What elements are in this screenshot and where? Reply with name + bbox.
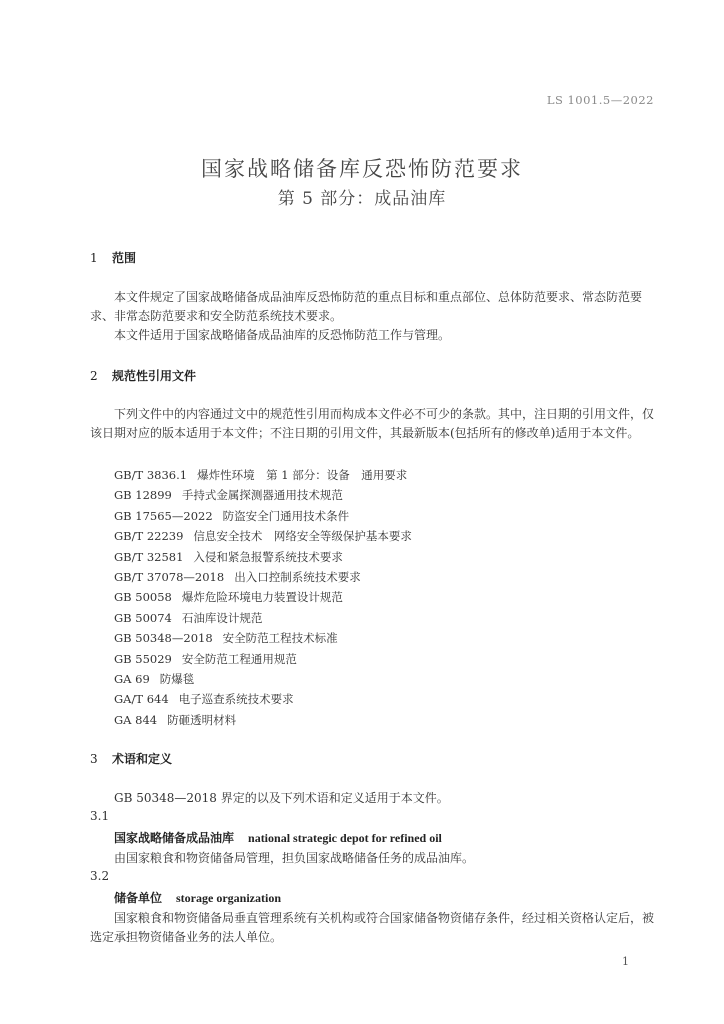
reference-item <box>114 610 262 626</box>
term-english: national strategic depot for refined oil <box>248 831 442 845</box>
reference-code: GB/T 37078—2018 <box>114 570 225 584</box>
reference-code: GA 69 <box>114 672 150 686</box>
reference-title: 出入口控制系统技术要求 <box>234 570 361 584</box>
reference-title: 电子巡查系统技术要求 <box>178 692 294 707</box>
section-title: 规范性引用文件 <box>112 369 197 383</box>
term-entry <box>114 889 281 906</box>
reference-item <box>114 691 294 707</box>
section-heading-terms <box>90 750 172 767</box>
section-number: 3 <box>90 752 98 766</box>
reference-item <box>114 712 236 728</box>
clause-number: 3.1 <box>90 809 110 823</box>
paragraph: 本文件适用于国家战略储备成品油库的反恐怖防范工作与管理。 <box>114 328 451 342</box>
section-heading-scope <box>90 249 136 266</box>
term-chinese: 国家战略储备成品油库 <box>114 831 235 845</box>
reference-title: 入侵和紧急报警系统技术要求 <box>193 549 343 564</box>
reference-title: 安全防范工程技术标准 <box>222 631 338 646</box>
paragraph: 本文件规定了国家战略储备成品油库反恐怖防范的重点目标和重点部位、总体防范要求、常态防范要求、非常态防范要求和安全防范系统技术要求。 <box>90 290 643 323</box>
reference-item <box>114 569 361 585</box>
reference-title: 手持式金属探测器通用技术规范 <box>181 488 343 503</box>
reference-code: GB/T 22239 <box>114 529 184 544</box>
reference-item <box>114 508 349 524</box>
reference-title: 防砸透明材料 <box>167 712 237 727</box>
reference-code: GB/T 3836.1 <box>114 468 188 482</box>
reference-title: 石油库设计规范 <box>181 610 263 625</box>
reference-item <box>114 528 412 544</box>
reference-title: 防盗安全门通用技术条件 <box>222 508 350 523</box>
section-heading-normative-references <box>90 367 196 384</box>
reference-code: GB 12899 <box>114 488 172 503</box>
section-number: 1 <box>90 251 98 265</box>
reference-title: 爆炸性环境 第 1 部分：设备 通用要求 <box>197 468 408 482</box>
reference-item <box>114 467 407 483</box>
document-number: LS 1001.5—2022 <box>546 93 654 107</box>
reference-code: GB 50058 <box>114 590 172 605</box>
document-subtitle: 第 5 部分：成品油库 <box>277 189 447 209</box>
section-number: 2 <box>90 369 98 383</box>
term-chinese: 储备单位 <box>114 891 163 905</box>
reference-item <box>114 671 194 687</box>
reference-code: GB 17565—2022 <box>114 508 213 523</box>
section-title: 范围 <box>112 251 137 265</box>
term-english: storage organization <box>176 891 281 905</box>
reference-item <box>114 549 343 565</box>
reference-item <box>114 630 338 646</box>
reference-item <box>114 487 343 503</box>
page-number: 1 <box>622 955 629 968</box>
reference-code: GA/T 644 <box>114 692 169 707</box>
term-definition: 国家粮食和物资储备局垂直管理系统有关机构或符合国家储备物资储存条件，经过相关资格认定后，被选定承担物资储备业务的法人单位。 <box>90 911 655 944</box>
reference-code: GA 844 <box>114 712 158 727</box>
reference-item <box>114 651 297 667</box>
reference-title: 爆炸危险环境电力装置设计规范 <box>181 590 343 605</box>
reference-title: 信息安全技术 网络安全等级保护基本要求 <box>193 529 412 544</box>
reference-code: GB 50074 <box>114 610 172 625</box>
reference-code: GB 50348—2018 <box>114 631 213 646</box>
paragraph: 下列文件中的内容通过文中的规范性引用而构成本文件必不可少的条款。其中，注日期的引用文件，仅该日期对应的版本适用于本文件；不注日期的引用文件，其最新版本(包括所有的修改单)适用于本文件。 <box>90 407 655 440</box>
term-entry <box>114 829 442 846</box>
reference-title: 防爆毯 <box>159 672 195 686</box>
document-title: 国家战略储备库反恐怖防范要求 <box>201 157 523 181</box>
reference-item <box>114 589 343 605</box>
reference-code: GB/T 32581 <box>114 549 184 564</box>
reference-code: GB 55029 <box>114 651 172 666</box>
term-definition: 由国家粮食和物资储备局管理，担负国家战略储备任务的成品油库。 <box>114 851 475 865</box>
section-title: 术语和定义 <box>112 752 173 766</box>
reference-title: 安全防范工程通用规范 <box>181 651 297 666</box>
paragraph: GB 50348—2018 界定的以及下列术语和定义适用于本文件。 <box>114 791 449 805</box>
clause-number: 3.2 <box>90 869 110 883</box>
